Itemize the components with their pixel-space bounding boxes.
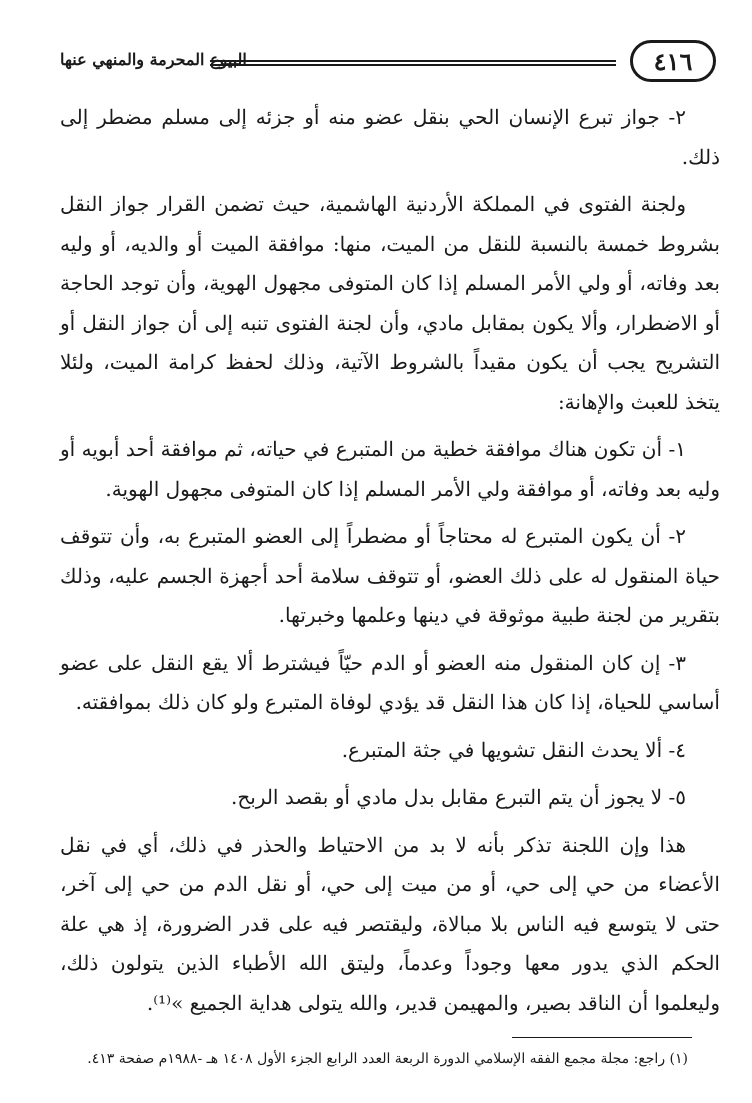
paragraph: ولجنة الفتوى في المملكة الأردنية الهاشمية، حيث تضمن القرار جواز النقل بشروط خمسة بالنسبة للنقل من الميت، منها: موافقة الميت أو والديه، أو وليه بعد وفاته، أو ولي الأمر المسلم إذا كان المتوفى مجهول الهوية، وأن توجد الحاجة أو الاضطرار، وألا يكون بمقابل مادي، وأن لجنة الفتوى تنبه إلى أن جواز النقل أو التشريح يجب أن يكون مقيداً بالشروط الآتية، وذلك لحفظ كرامة الميت، ولئلا يتخذ للعبث والإهانة: — [60, 192, 720, 414]
footnote: (١) راجع: مجلة مجمع الفقه الإسلامي الدورة الربعة العدد الرابع الجزء الأول ١٤٠٨ هـ -١٩٨٨م صفحة ٤١٣. — [87, 1051, 688, 1067]
page-body — [60, 98, 720, 1031]
list-item: ١- أن تكون هناك موافقة خطية من المتبرع في حياته، ثم موافقة أحد أبويه أو وليه بعد وفاته، أو موافقة ولي الأمر المسلم إذا كان المتوفى مجهول الهوية. — [60, 437, 720, 501]
list-item: ٢- أن يكون المتبرع له محتاجاً أو مضطراً إلى العضو المتبرع به، وأن تتوقف حياة المنقول له على ذلك العضو، أو تتوقف سلامة أحد أجهزة الجسم عليه، وذلك بتقرير من لجنة طبية موثوقة في دينها وعلمها وخبرتها. — [60, 524, 720, 627]
page-header — [60, 40, 716, 86]
header-rule — [210, 60, 616, 66]
page-number: ٤١٦ — [630, 40, 716, 82]
running-title: البيوع المحرمة والمنهي عنها — [60, 50, 247, 69]
list-item: ٤- ألا يحدث النقل تشويها في جثة المتبرع. — [341, 737, 686, 762]
list-item: ٥- لا يجوز أن يتم التبرع مقابل بدل مادي أو بقصد الربح. — [230, 785, 686, 809]
paragraph: هذا وإن اللجنة تذكر بأنه لا بد من الاحتياط والحذر في ذلك، أي في نقل الأعضاء من حي إلى حي، أو من ميت إلى حي، أو نقل الدم من حي إلى آخر، حتى لا يتوسع فيه الناس بلا مبالاة، وليقتصر فيه على قدر الضرورة، إذ هي علة الحكم الذي يدور معها وجوداً وعدماً، وليتق الله الأطباء الذين يتولون ذلك، وليعلموا أن الناقد بصير، والمهيمن قدير، والله يتولى هداية الجميع »⁽¹⁾. — [60, 832, 720, 1015]
paragraph: ٢- جواز تبرع الإنسان الحي بنقل عضو منه أو جزئه إلى مسلم مضطر إلى ذلك. — [60, 105, 720, 169]
footnote-divider — [512, 1037, 692, 1038]
list-item: ٣- إن كان المنقول منه العضو أو الدم حيّاً فيشترط ألا يقع النقل على عضو أساسي للحياة، إذا كان هذا النقل قد يؤدي لوفاة المتبرع ولو كان ذلك بموافقته. — [60, 650, 720, 714]
